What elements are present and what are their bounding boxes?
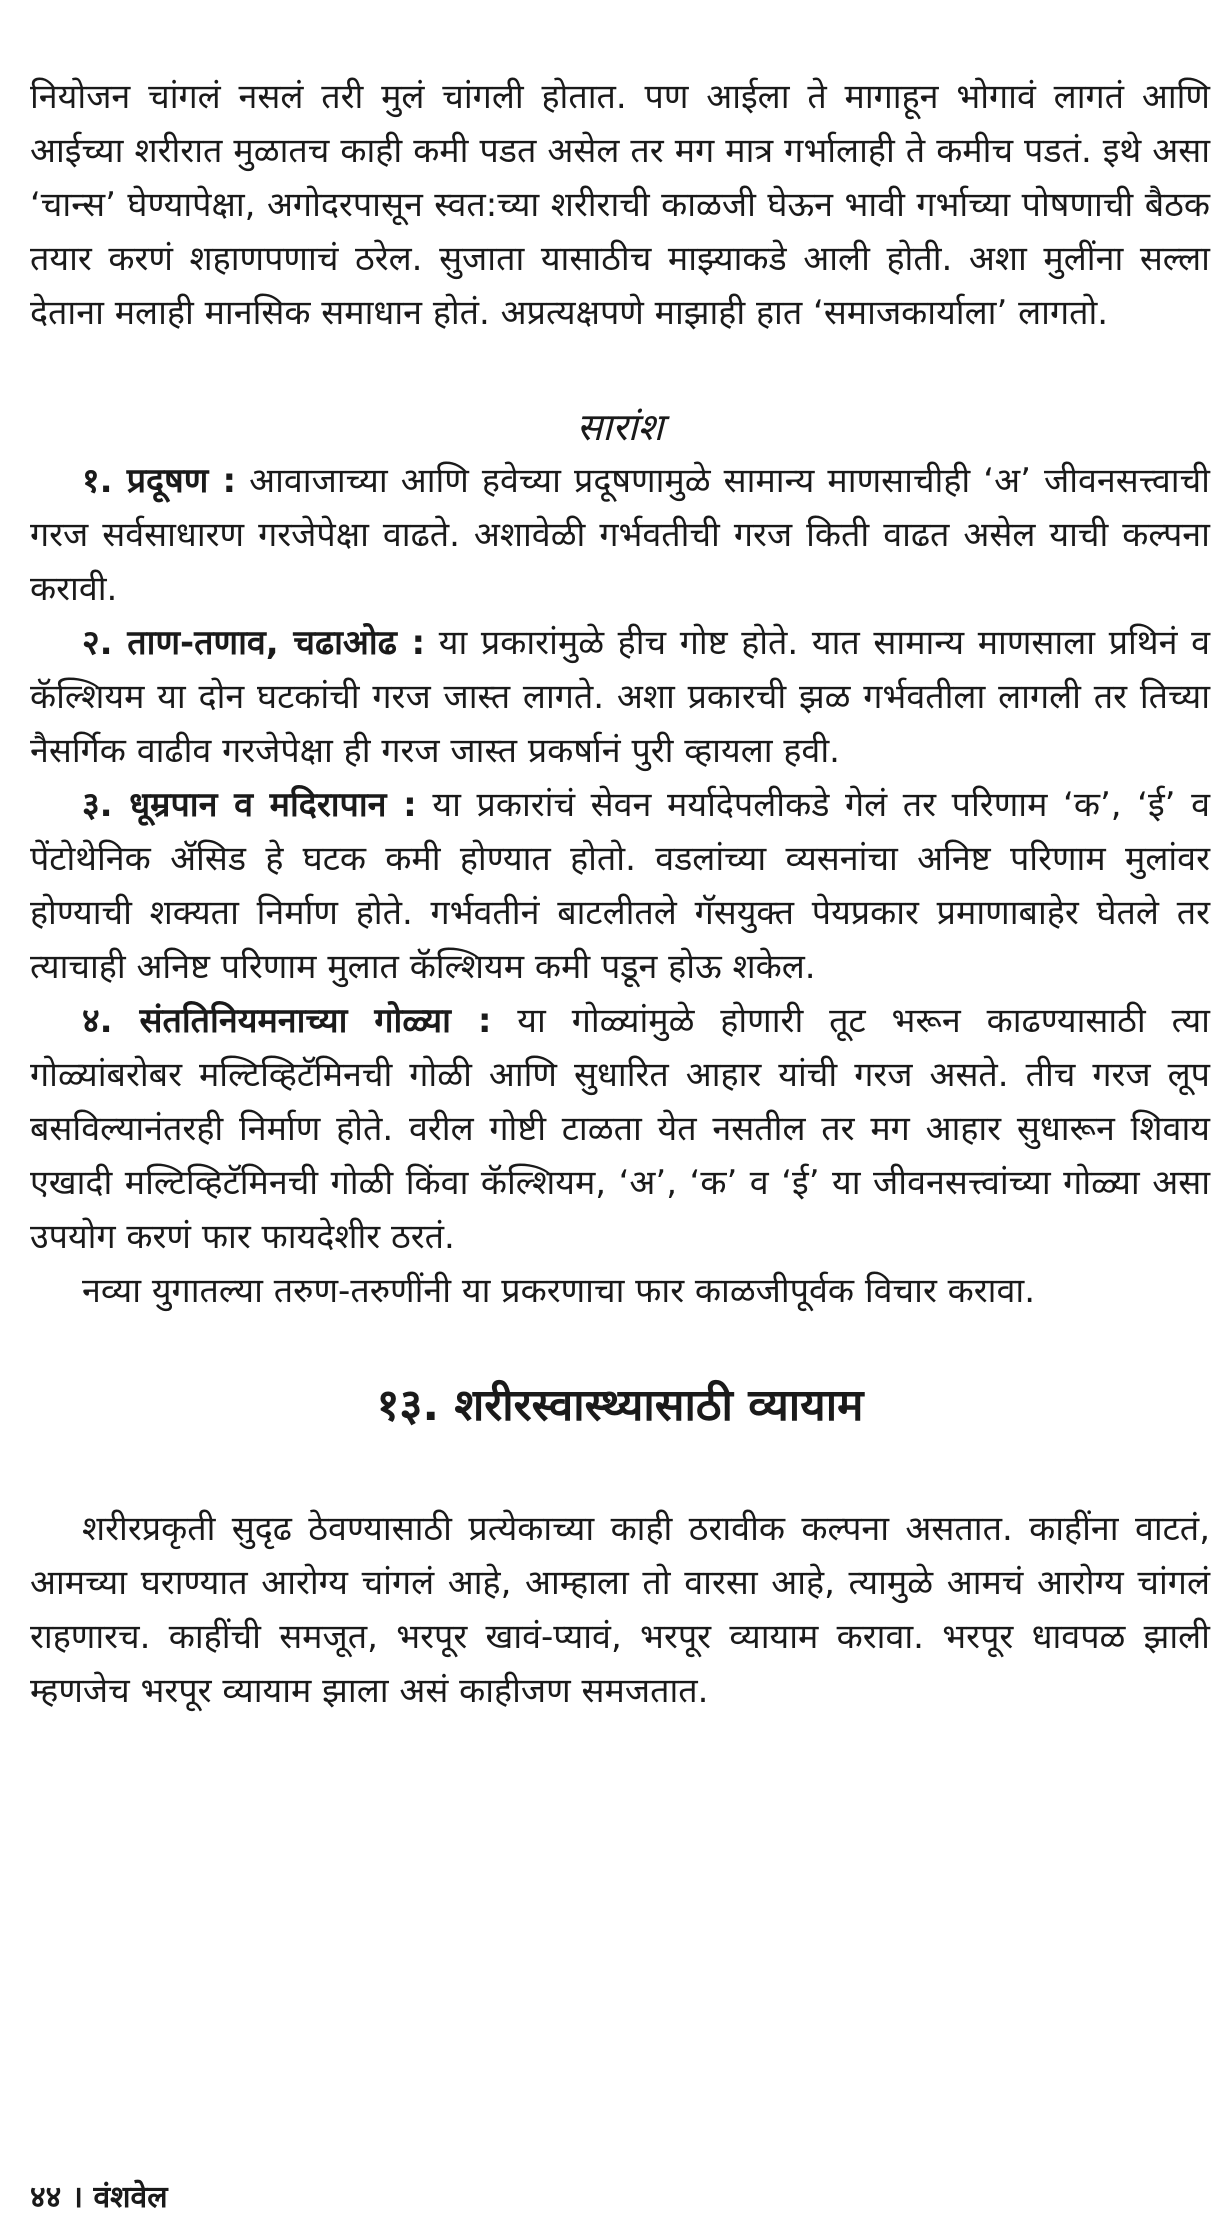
intro-paragraph: नियोजन चांगलं नसलं तरी मुलं चांगली होतात. पण आईला ते मागाहून भोगावं लागतं आणि आईच्या शरीरात मुळातच काही कमी पडत असेल तर मग मात्र गर्भालाही ते कमीच पडतं. इथे असा ‘चान्स’ घेण्यापेक्षा, अगोदरपासून स्वत:च्या शरीराची काळजी घेऊन भावी गर्भाच्या पोषणाची बैठक तयार करणं शहाणपणाचं ठरेल. सुजाता यासाठीच माझ्याकडे आली होती. अशा मुलींना सल्ला देताना मलाही मानसिक समाधान होतं. अप्रत्यक्षपणे माझाही हात ‘समाजकार्याला’ लागतो. xyxy=(30,77,1210,333)
summary-item-title: ३. धूम्रपान व मदिरापान : xyxy=(82,785,417,825)
chapter-title: १३. शरीरस्वास्थ्यासाठी व्यायाम xyxy=(376,1380,864,1431)
summary-item-title: १. प्रदूषण : xyxy=(82,461,237,501)
summary-item-stress xyxy=(30,616,1210,778)
summary-item-contraceptives xyxy=(30,994,1210,1264)
summary-item-title: ४. संततिनियमनाच्या गोळ्या : xyxy=(82,1001,492,1041)
summary-item-text: या प्रकारांचं सेवन मर्यादेपलीकडे गेलं तर परिणाम ‘क’, ‘ई’ व पेंटोथेनिक ॲसिड हे घटक कमी होण्यात होतो. वडलांच्या व्यसनांचा अनिष्ट परिणाम मुलांवर होण्याची शक्यता निर्माण होते. गर्भवतीनं बाटलीतले गॅसयुक्त पेयप्रकार प्रमाणाबाहेर घेतले तर त्याचाही अनिष्ट परिणाम मुलात कॅल्शियम कमी पडून होऊ शकेल. xyxy=(30,785,1210,987)
summary-item-title: २. ताण-तणाव, चढाओढ : xyxy=(82,623,426,663)
page-footer: ४४ । वंशवेल xyxy=(30,2180,168,2215)
summary-item-text: आवाजाच्या आणि हवेच्या प्रदूषणामुळे सामान्य माणसाचीही ‘अ’ जीवनसत्त्वाची गरज सर्वसाधारण गरजेपेक्षा वाढते. अशावेळी गर्भवतीची गरज किती वाढत असेल याची कल्पना करावी. xyxy=(30,461,1210,609)
summary-heading: सारांश xyxy=(576,405,664,449)
summary-item-smoking xyxy=(30,778,1210,994)
summary-item-pollution xyxy=(30,454,1210,616)
page-body xyxy=(30,70,1210,1718)
summary-item-text: या गोळ्यांमुळे होणारी तूट भरून काढण्यासाठी त्या गोळ्यांबरोबर मल्टिव्हिटॅमिनची गोळी आणि सुधारित आहार यांची गरज असते. तीच गरज लूप बसविल्यानंतरही निर्माण होते. वरील गोष्टी टाळता येत नसतील तर मग आहार सुधारून शिवाय एखादी मल्टिव्हिटॅमिनची गोळी किंवा कॅल्शियम, ‘अ’, ‘क’ व ‘ई’ या जीवनसत्त्वांच्या गोळ्या असा उपयोग करणं फार फायदेशीर ठरतं. xyxy=(30,1001,1210,1257)
summary-item-text: या प्रकारांमुळे हीच गोष्ट होते. यात सामान्य माणसाला प्रथिनं व कॅल्शियम या दोन घटकांची गरज जास्त लागते. अशा प्रकारची झळ गर्भवतीला लागली तर तिच्या नैसर्गिक वाढीव गरजेपेक्षा ही गरज जास्त प्रकर्षानं पुरी व्हायला हवी. xyxy=(30,623,1210,771)
summary-closing: नव्या युगातल्या तरुण-तरुणींनी या प्रकरणाचा फार काळजीपूर्वक विचार करावा. xyxy=(82,1271,1036,1311)
chapter-first-paragraph: शरीरप्रकृती सुदृढ ठेवण्यासाठी प्रत्येकाच्या काही ठरावीक कल्पना असतात. काहींना वाटतं, आमच्या घराण्यात आरोग्य चांगलं आहे, आम्हाला तो वारसा आहे, त्यामुळे आमचं आरोग्य चांगलं राहणारच. काहींची समजूत, भरपूर खावं-प्यावं, भरपूर व्यायाम करावा. भरपूर धावपळ झाली म्हणजेच भरपूर व्यायाम झाला असं काहीजण समजतात. xyxy=(30,1509,1210,1711)
